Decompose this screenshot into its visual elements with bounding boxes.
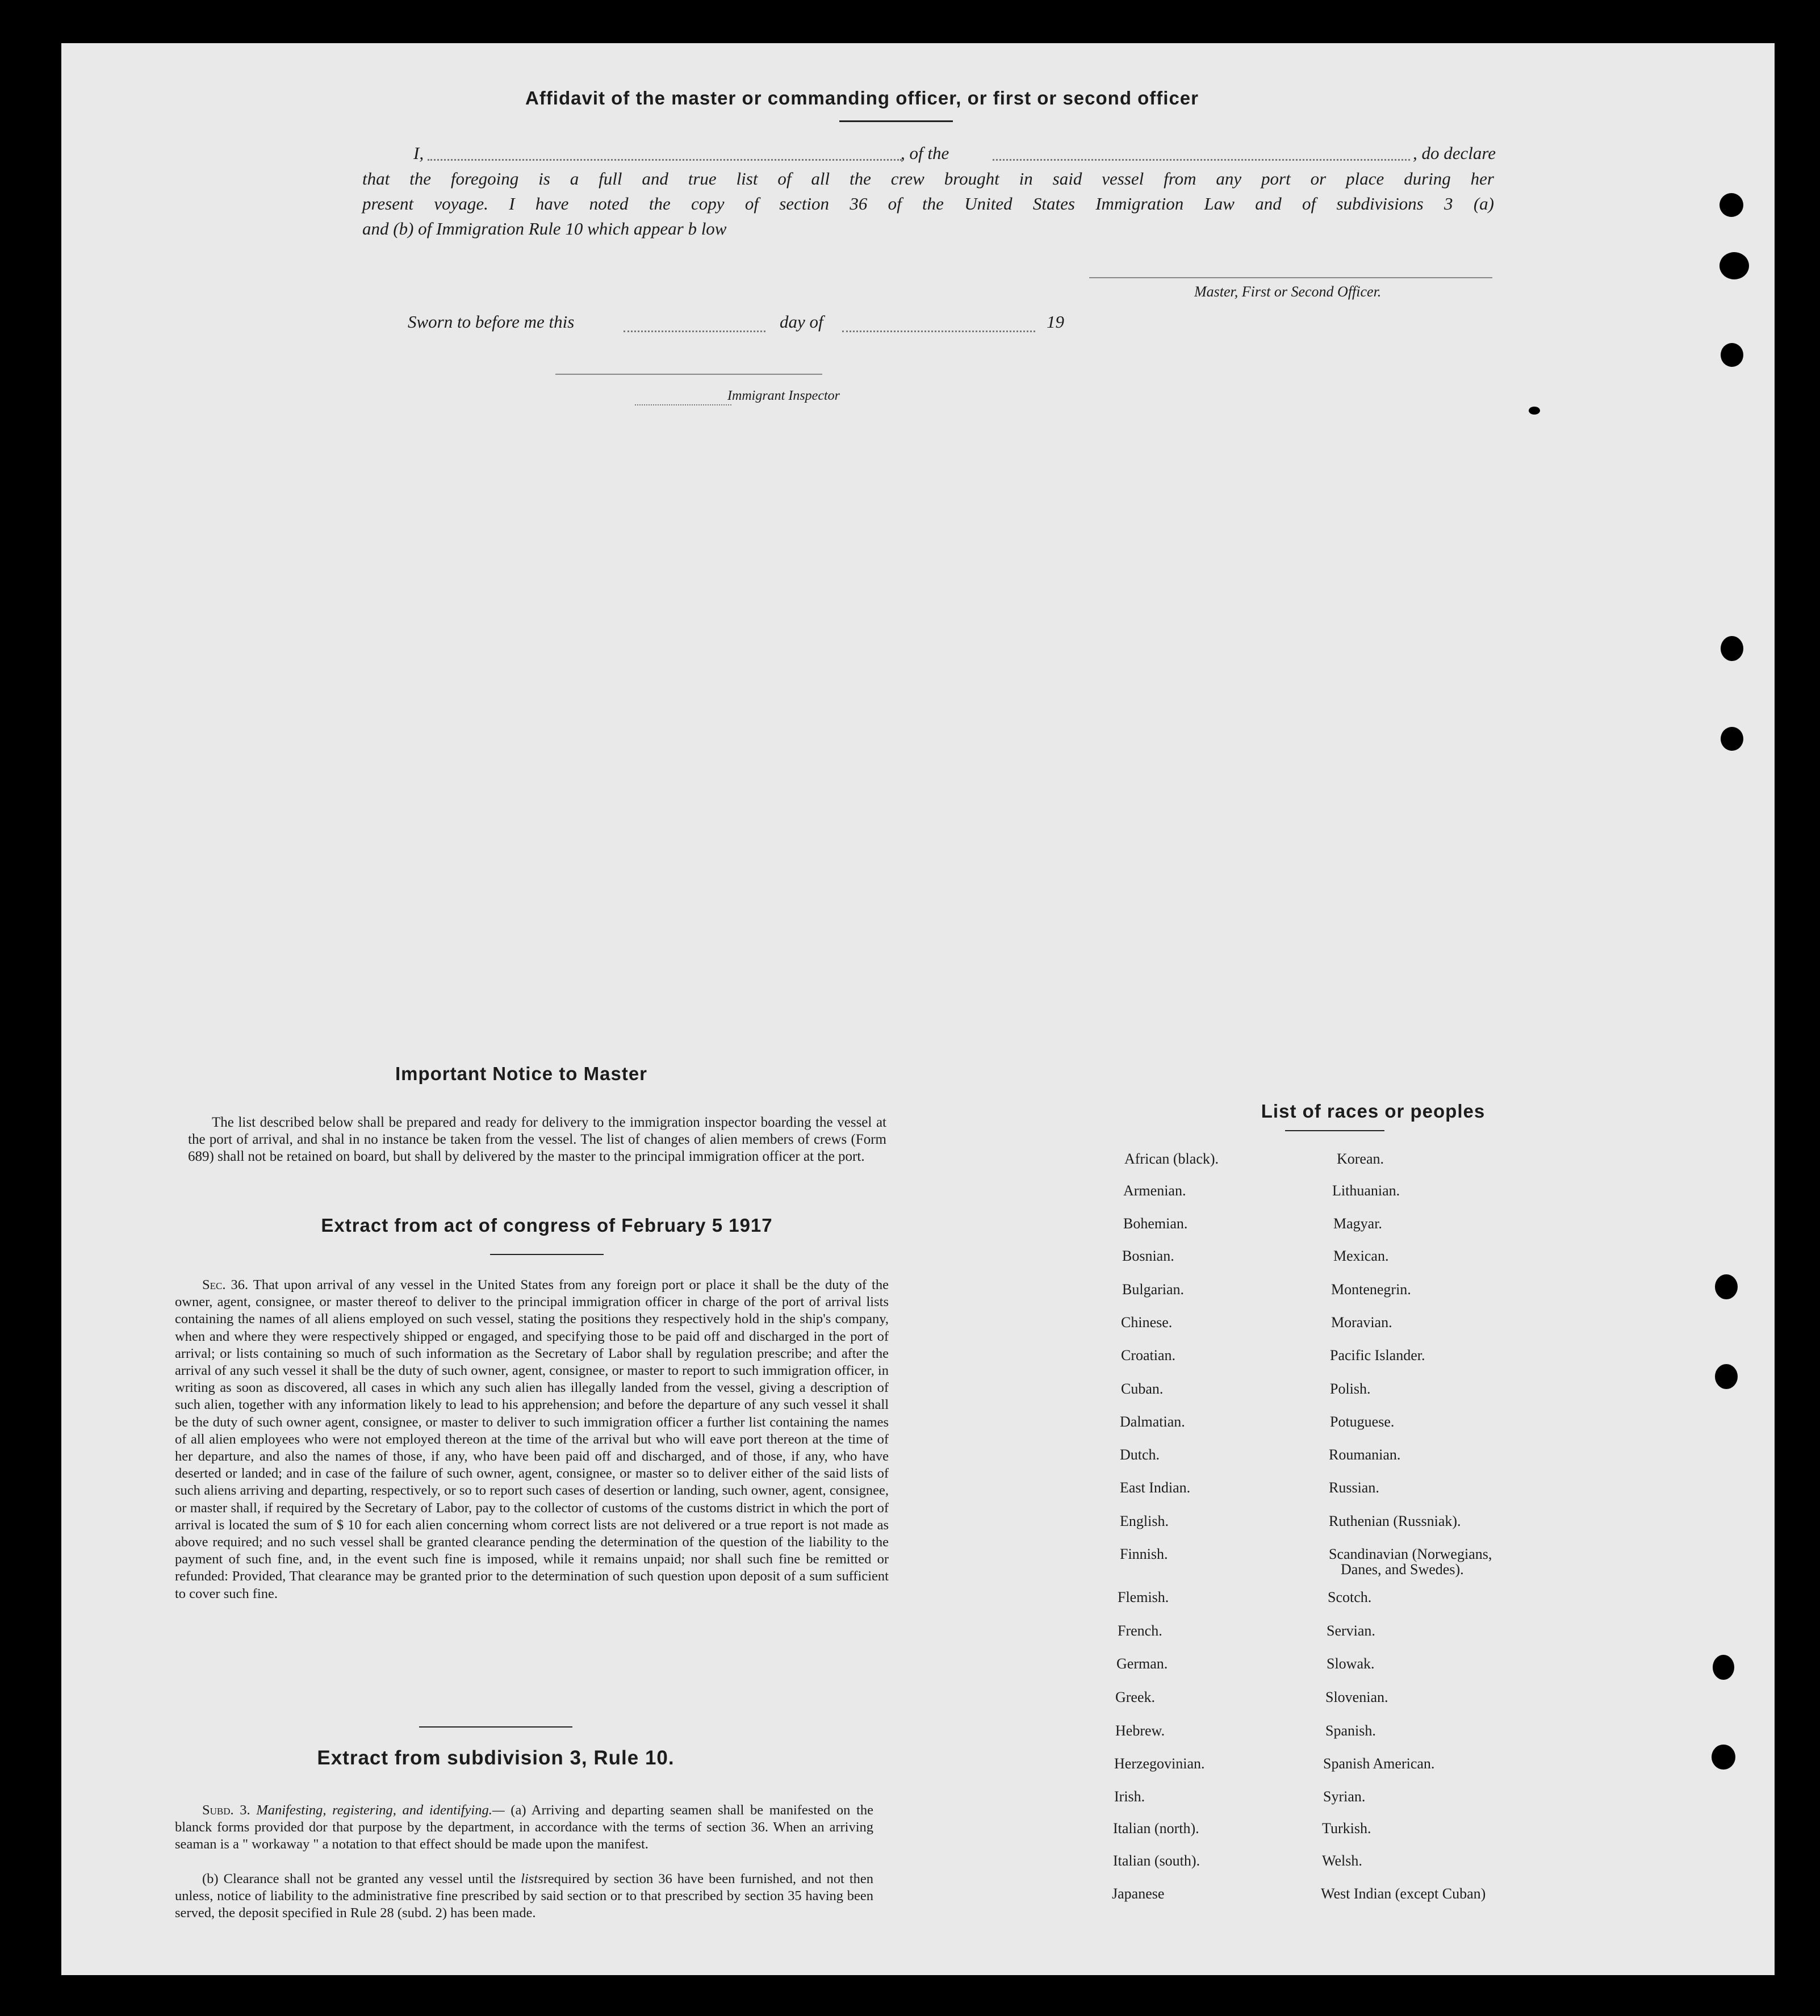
punch-hole bbox=[1719, 252, 1749, 279]
races-title: List of races or peoples bbox=[1261, 1101, 1486, 1122]
affidavit-title: Affidavit of the master or commanding officer, or first or second officer bbox=[525, 87, 1199, 108]
race-left-item: Hebrew. bbox=[1115, 1722, 1165, 1739]
sworn-day-blank bbox=[624, 331, 765, 332]
race-right-item: Slowak. bbox=[1327, 1655, 1375, 1672]
race-left-item: Armenian. bbox=[1123, 1182, 1186, 1199]
race-right-item: Spanish. bbox=[1325, 1722, 1376, 1739]
race-left-item: German. bbox=[1116, 1655, 1168, 1672]
punch-hole bbox=[1719, 193, 1743, 217]
affidavit-line-2: that the foregoing is a full and true list of all the crew brought in said vessel from any port or place during her bbox=[362, 169, 1494, 189]
race-right-item: West Indian (except Cuban) bbox=[1321, 1885, 1486, 1902]
document-page bbox=[61, 43, 1775, 1975]
sworn-label: Sworn to before me this bbox=[408, 312, 575, 332]
race-left-item: African (black). bbox=[1124, 1151, 1219, 1167]
race-left-item: Japanese bbox=[1112, 1885, 1165, 1902]
race-left-item: Bosnian. bbox=[1122, 1248, 1174, 1264]
punch-hole bbox=[1721, 727, 1743, 751]
affidavit-title-underline bbox=[839, 120, 953, 122]
affidavit-line-4: and (b) of Immigration Rule 10 which appear b low bbox=[362, 219, 727, 239]
race-left-item: Chinese. bbox=[1121, 1314, 1173, 1331]
race-right-item: Danes, and Swedes). bbox=[1341, 1561, 1464, 1578]
subd-b-start: (b) Clearance shall not be granted any vessel until the bbox=[202, 1871, 516, 1887]
race-right-item: Korean. bbox=[1337, 1151, 1384, 1167]
race-right-item: Potuguese. bbox=[1330, 1413, 1395, 1430]
race-right-item: Russian. bbox=[1329, 1479, 1379, 1496]
race-right-item: Slovenian. bbox=[1325, 1689, 1388, 1705]
subd-a-text: (a) Arriving and departing seamen shall be manifested on the blanck forms provided dor that purpose by the department, in accordance with the terms of section 36. When an arriving seaman is a " workaway " a notation to that effect should be made upon the manifest. bbox=[175, 1802, 874, 1852]
race-right-item: Roumanian. bbox=[1329, 1446, 1401, 1463]
race-left-item: Dalmatian. bbox=[1120, 1413, 1185, 1430]
notice-title: Important Notice to Master bbox=[395, 1063, 648, 1084]
notice-text: The list described below shall be prepared and ready for delivery to the immigration inspector boarding the vessel at the port of arrival, and shal in no instance be taken from the vessel. The list of changes of alien members of crews (Form 689) shall not be retained on board, but shall by delivered by the master to the principal immigration officer at the port. bbox=[188, 1115, 886, 1165]
punch-hole bbox=[1721, 636, 1743, 661]
race-right-item: Polish. bbox=[1330, 1381, 1371, 1397]
race-right-item: Servian. bbox=[1327, 1622, 1375, 1639]
affidavit-do-declare: , do declare bbox=[1413, 143, 1496, 163]
officer-label: Master, First or Second Officer. bbox=[1194, 283, 1382, 300]
race-right-item: Pacific Islander. bbox=[1330, 1347, 1425, 1363]
sworn-month-blank bbox=[842, 331, 1035, 332]
race-right-item: Welsh. bbox=[1322, 1852, 1362, 1869]
race-left-item: Bulgarian. bbox=[1122, 1281, 1185, 1298]
race-right-item: Turkish. bbox=[1322, 1820, 1371, 1837]
race-left-item: Irish. bbox=[1114, 1788, 1145, 1805]
race-left-item: Italian (north). bbox=[1113, 1820, 1199, 1837]
race-right-item: Syrian. bbox=[1323, 1788, 1366, 1805]
rule-extract-title: Extract from subdivision 3, Rule 10. bbox=[317, 1747, 675, 1769]
race-right-item: Mexican. bbox=[1333, 1248, 1389, 1264]
inspector-signature-line-short bbox=[635, 404, 731, 405]
race-left-item: Croatian. bbox=[1121, 1347, 1176, 1363]
race-right-item: Lithuanian. bbox=[1332, 1182, 1400, 1199]
rule-subd-3-a bbox=[175, 1802, 873, 1854]
punch-hole bbox=[1712, 1745, 1735, 1770]
section-label: Sec. 36. bbox=[202, 1277, 249, 1293]
subd-label: Subd. 3. bbox=[202, 1802, 250, 1818]
affidavit-line-3: present voyage. I have noted the copy of section 36 of the United States Immigration Law and of subdivisions 3 (a) bbox=[362, 194, 1494, 214]
subd-heading: Manifesting, registering, and identifying.— bbox=[256, 1802, 505, 1818]
section-divider bbox=[419, 1726, 572, 1728]
day-of-label: day of bbox=[780, 312, 823, 332]
race-left-item: English. bbox=[1120, 1513, 1169, 1529]
race-left-item: Italian (south). bbox=[1113, 1852, 1200, 1869]
officer-signature-line bbox=[1089, 277, 1492, 278]
rule-subd-3-b bbox=[175, 1871, 873, 1922]
race-right-item: Scandinavian (Norwegians, bbox=[1329, 1546, 1492, 1562]
act-section-36-text bbox=[175, 1277, 889, 1603]
race-right-item: Spanish American. bbox=[1323, 1755, 1435, 1772]
act-extract-underline bbox=[490, 1254, 604, 1255]
subd-b-end: required by section 36 have been furnished, and not then unless, notice of liability to the administrative fine prescribed by said section or to that prescribed by section 35 having been served, the deposit specified in Rule 28 (subd. 2) has been made. bbox=[175, 1871, 874, 1921]
punch-hole bbox=[1529, 407, 1540, 415]
races-title-underline bbox=[1285, 1130, 1384, 1131]
section-body: That upon arrival of any vessel in the United States from any foreign port or place it shall be the duty of the owner, agent, consignee, or master thereof to deliver to the principal immigration officer in charge of the port of arrival lists containing the names of all aliens employed on such vessel, stating the positions they respectively hold in the ship's company, when and where they were respectively shipped or engaged, and specifying those to be paid off and discharged in the port of arrival; or lists containing so much of such information as the Secretary of Labor shall by regulation prescribe; and after the arrival of any such vessel it shall be the duty of such owner, agent, consignee, or master to report to such immigration officer, in writing as soon as discovered, all cases in which any such alien has illegally landed from the vessel, giving a description of such alien, together with any information likely to lead to his apprehension; and before the departure of any such vessel it shall be the duty of such owner agent, consignee, or master to deliver to such immigration officer a further list containing the names of all alien employees who were not employed thereon at the time of the arrival but who will eave port thereon at the time of her departure, and also the names of those, if any, who have been paid off and discharged, and of those, if any, who have deserted or landed; and in case of the failure of such owner, agent, consignee, or master so to deliver either of the said lists of such aliens arriving and departing, respectively, or so to report such cases of desertion or landing, such owner, agent, consignee, or master shall, if required by the Secretary of Labor, pay to the collector of customs of the customs district in which the port of arrival is located the sum of $ 10 for each alien concerning whom correct lists are not delivered or a true report is not made as above required; and no such vessel shall be granted clearance pending the determination of the question of the liability to the payment of such fine, and, in the event such fine is imposed, while it remains unpaid; nor shall such fine be remitted or refunded: Provided, That clearance may be granted prior to the determination of such question upon deposit of a sum sufficient to cover such fine. bbox=[175, 1277, 889, 1601]
race-right-item: Moravian. bbox=[1331, 1314, 1392, 1331]
race-right-item: Ruthenian (Russniak). bbox=[1329, 1513, 1461, 1529]
name-blank bbox=[428, 159, 902, 161]
affidavit-i: I, bbox=[413, 143, 424, 163]
race-left-item: French. bbox=[1118, 1622, 1162, 1639]
race-left-item: Flemish. bbox=[1118, 1589, 1169, 1605]
race-left-item: Bohemian. bbox=[1123, 1215, 1188, 1232]
race-left-item: Herzegovinian. bbox=[1114, 1755, 1205, 1772]
act-extract-title: Extract from act of congress of February 5 1917 bbox=[321, 1215, 773, 1236]
race-left-item: Greek. bbox=[1115, 1689, 1156, 1705]
punch-hole bbox=[1721, 343, 1743, 367]
year-label: 19 bbox=[1047, 312, 1064, 332]
inspector-signature-line bbox=[555, 374, 822, 375]
vessel-blank bbox=[993, 159, 1410, 161]
race-left-item: East Indian. bbox=[1120, 1479, 1191, 1496]
affidavit-of-the: , of the bbox=[901, 143, 949, 163]
race-left-item: Finnish. bbox=[1120, 1546, 1168, 1562]
race-right-item: Magyar. bbox=[1333, 1215, 1382, 1232]
race-right-item: Scotch. bbox=[1328, 1589, 1372, 1605]
punch-hole bbox=[1713, 1655, 1734, 1680]
punch-hole bbox=[1715, 1274, 1738, 1299]
race-left-item: Dutch. bbox=[1120, 1446, 1160, 1463]
race-right-item: Montenegrin. bbox=[1331, 1281, 1411, 1298]
race-left-item: Cuban. bbox=[1121, 1381, 1164, 1397]
subd-b-lists: lists bbox=[521, 1871, 543, 1887]
inspector-label: Immigrant Inspector bbox=[727, 388, 840, 403]
punch-hole bbox=[1715, 1364, 1738, 1389]
